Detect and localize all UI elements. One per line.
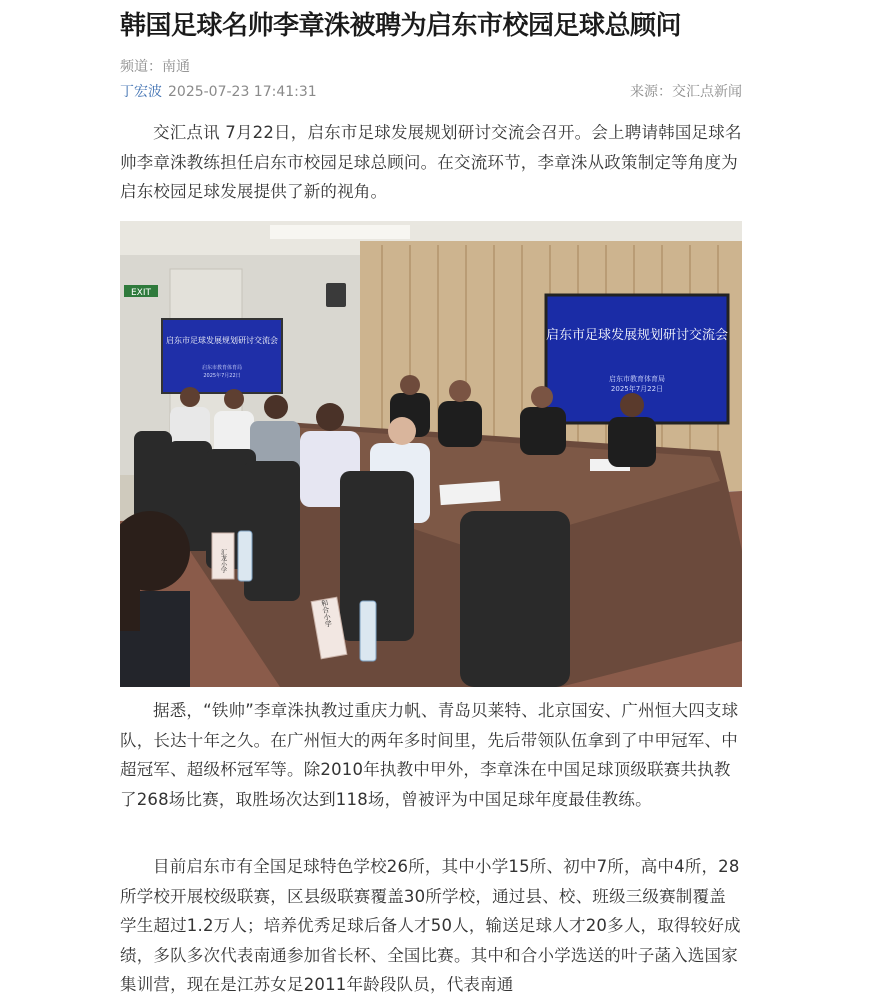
meeting-photo: [120, 221, 742, 687]
nameplate-front: 和合小学: [320, 598, 333, 628]
author-link[interactable]: 丁宏波: [120, 84, 162, 100]
exit-sign-text: EXIT: [130, 288, 152, 298]
publish-datetime: 2025-07-23 17:41:31: [168, 84, 317, 100]
paragraph-intro: 交汇点讯 7月22日，启东市足球发展规划研讨交流会召开。会上聘请韩国足球名帅李章洙教练担任启东市校园足球总顾问。在交流环节，李章洙从政策制定等角度为启东校园足球发展提供了新的视角。: [120, 123, 742, 201]
paragraph-coach-history: 据悉，“铁帅”李章洙执教过重庆力帆、青岛贝莱特、北京国安、广州恒大四支球队，长达十年之久。在广州恒大的两年多时间里，先后带领队伍拿到了中甲冠军、中超冠军、超级杯冠军等。除2010年执教中甲外，李章洙在中国足球顶级联赛共执教了268场比赛，取胜场次达到118场，曾被评为中国足球年度最佳教练。: [120, 701, 739, 809]
right-screen-sub1: 启东市教育体育局: [609, 375, 665, 383]
meeting-photo-illustration: [120, 221, 742, 687]
article-title: 韩国足球名帅李章洙被聘为启东市校园足球总顾问: [120, 11, 682, 41]
paragraph-school-football: 目前启东市有全国足球特色学校26所，其中小学15所、初中7所，高中4所，28所学校开展校级联赛，区县级联赛覆盖30所学校，通过县、校、班级三级赛制覆盖学生超过1.2万人；培养优秀足球后备人才50人，输送足球人才20多人，取得较好成绩，多队多次代表南通参加省长杯、全国比赛。其中和合小学选送的叶子菡入选国家集训营，现在是江苏女足2011年龄段队员，代表南通: [120, 857, 741, 994]
left-screen-sub2: 2025年7月22日: [203, 373, 241, 379]
left-screen-title: 启东市足球发展规划研讨交流会: [166, 336, 278, 345]
article-meta: [120, 82, 742, 102]
right-screen-sub2: 2025年7月22日: [610, 385, 664, 393]
source-label: 来源：交汇点新闻: [630, 84, 742, 100]
right-screen-title: 启东市足球发展规划研讨交流会: [545, 328, 729, 343]
channel-label: 频道：南通: [120, 59, 190, 75]
left-screen-sub1: 启东市教育体育局: [201, 365, 243, 371]
nameplate-front-2: 汇龙小学: [219, 549, 227, 573]
